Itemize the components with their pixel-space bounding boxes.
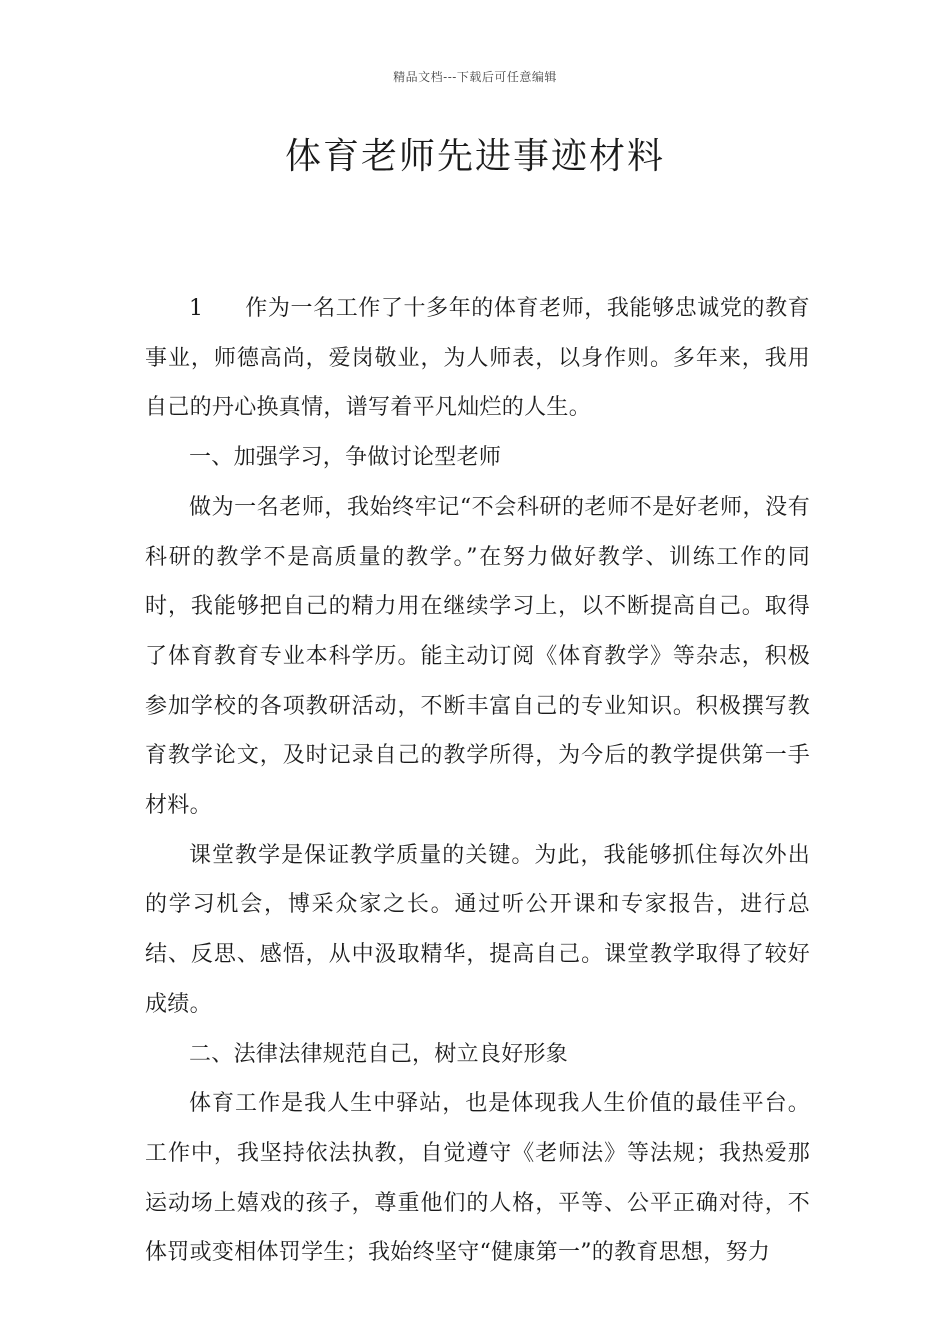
paragraph-1: [145, 284, 810, 433]
paragraph-number: 1: [189, 296, 204, 321]
paragraph-4: 体育工作是我人生中驿站，也是体现我人生价值的最佳平台。工作中，我坚持依法执教，自觉遵守《老师法》等法规；我热爱那运动场上嬉戏的孩子，尊重他们的人格，平等、公平正确对待，不体罚或变相体罚学生；我始终坚守“健康第一”的教育思想，努力: [145, 1091, 810, 1266]
paragraph-text: 作为一名工作了十多年的体育老师，我能够忠诚党的教育事业，师德高尚，爱岗敬业，为人师表，以身作则。多年来，我用自己的丹心换真情，谱写着平凡灿烂的人生。: [145, 296, 810, 421]
document-body: [145, 284, 810, 1278]
paragraph-3: 课堂教学是保证教学质量的关键。为此，我能够抓住每次外出的学习机会，博采众家之长。通过听公开课和专家报告，进行总结、反思、感悟，从中汲取精华，提高自己。课堂教学取得了较好成绩。: [145, 842, 810, 1017]
document-title: 体育老师先进事迹材料: [284, 136, 665, 177]
section-heading-2: 二、法律法律规范自己，树立良好形象: [189, 1041, 569, 1067]
section-heading-1: 一、加强学习，争做讨论型老师: [189, 445, 502, 471]
paragraph-2: 做为一名老师，我始终牢记“不会科研的老师不是好老师，没有科研的教学不是高质量的教学。”在努力做好教学、训练工作的同时，我能够把自己的精力用在继续学习上，以不断提高自己。取得了体育教育专业本科学历。能主动订阅《体育教学》等杂志，积极参加学校的各项教研活动，不断丰富自己的专业知识。积极撰写教育教学论文，及时记录自己的教学所得，为今后的教学提供第一手材料。: [145, 494, 810, 819]
running-header: 精品文档---下载后可任意编辑: [393, 70, 557, 84]
